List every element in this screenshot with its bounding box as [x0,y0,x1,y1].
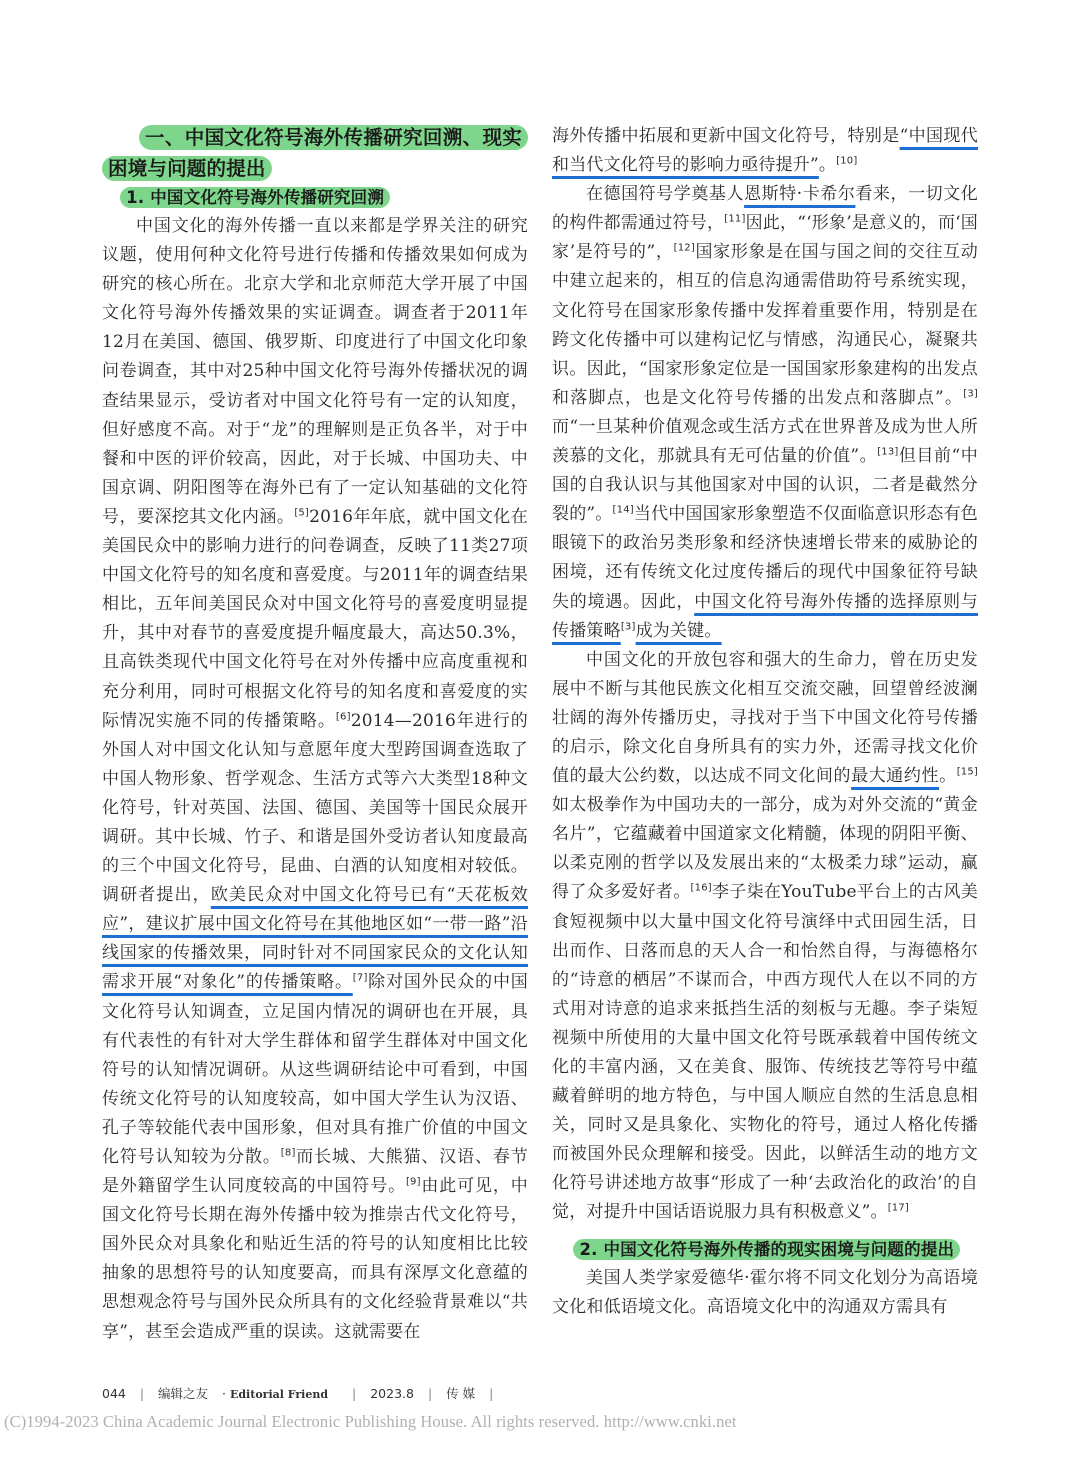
citation: [7] [352,972,368,984]
citation: [6] [335,710,351,722]
paragraph: 美国人类学家爱德华·霍尔将不同文化划分为高语境文化和低语境文化。高语境文化中的沟通双方需具有 [552,1267,978,1317]
divider: | [139,1386,145,1401]
paragraph: 中国文化的开放包容和强大的生命力，曾在历史发展中不断与其他民族文化相互交流交融，回望曾经波澜壮阔的海外传播历史，寻找对于当下中国文化符号传播的启示，除文化自身所具有的实力外，还需寻找文化价值的最大公约数，以达成不同文化间的最大通约性。[15]如太极拳作为中国功夫的一部分，成为对外交流的“黄金名片”，它蕴藏着中国道家文化精髓，体现的阴阳平衡、以柔克刚的哲学以及发展出来的“太极柔力球”运动，赢得了众多爱好者。[16]李子柒在YouTube平台上的古风美食短视频中以大量中国文化符号演绎中式田园生活，日出而作、日落而息的天人合一和怡然自得，与海德格尔的“诗意的栖居”不谋而合，中西方现代人在以不同的方式用对诗意的追求来抵挡生活的刻板与无趣。李子柒短视频中所使用的大量中国文化符号既承载着中国传统文化的丰富内涵，又在美食、服饰、传统技艺等符号中蕴藏着鲜明的地方特色，与中国人顺应自然的生活息息相关，同时又是具象化、实物化的符号，通过人格化传播而被国外民众理解和接受。因此，以鲜活生动的地方文化符号讲述地方故事“形成了一种‘去政治化的政治’的自觉，对提升中国话语说服力具有积极意义”。[17] [552,649,979,1223]
citation: [13] [877,446,899,458]
citation: [16] [690,882,712,894]
divider: | [352,1386,357,1401]
underlined-phrase: 最大通约性 [851,766,940,787]
divider: | [427,1386,433,1401]
section-heading-1: 一、中国文化符号海外传播研究回溯、现实困境与问题的提出 [102,122,528,184]
underlined-phrase: 中国文化符号海外传播的选择原则与传播策略 [552,591,978,641]
divider: | [489,1386,494,1401]
citation: [14] [612,504,634,516]
citation: [10] [836,155,858,167]
paragraph: 海外传播中拓展和更新中国文化符号，特别是“中国现代和当代文化符号的影响力亟待提升”。[10] [552,126,979,176]
left-column [102,122,528,1347]
citation: [3] [963,388,978,400]
citation: [9] [405,1176,421,1188]
citation: [12] [673,242,695,254]
page-number: 044 [102,1386,126,1401]
paragraph: 在德国符号学奠基人恩斯特·卡希尔看来，一切文化的构件都需通过符号，[11]因此，“‘形象’是意义的，而‘国家’是符号的”，[12]国家形象是在国与国之间的交往互动中建立起来的，相互的信息沟通需借助符号系统实现，文化符号在国家形象传播中发挥着重要作用，特别是在跨文化传播中可以建构记忆与情感，沟通民心，凝聚共识。因此，“国家形象定位是一国国家形象建构的出发点和落脚点，也是文化符号传播的出发点和落脚点”。[3]而“一旦某种价值观念或生活方式在世界普及成为世人所羡慕的文化，那就具有无可估量的价值”。[13]但目前“中国的自我认识与其他国家对中国的认识，二者是截然分裂的”。[14]当代中国国家形象塑造不仅面临意识形态有色眼镜下的政治另类形象和经济快速增长带来的威胁论的困境，还有传统文化过度传播后的现代中国象征符号缺失的境遇。因此，中国文化符号海外传播的选择原则与传播策略[3]成为关键。 [552,184,979,641]
citation: [8] [280,1147,296,1159]
citation: [3] [620,620,636,632]
citation: [5] [294,507,310,519]
underlined-name: 恩斯特·卡希尔 [744,184,856,205]
section-name: 传 媒 [446,1386,476,1401]
page-footer [102,1384,503,1402]
citation: [15] [956,766,979,778]
copyright-notice: (C)1994-2023 China Academic Journal Electronic Publishing House. All rights reserved. http://www.cnki.net [4,1412,737,1431]
paragraph: 中国文化的海外传播一直以来都是学界关注的研究议题，使用何种文化符号进行传播和传播效果如何成为研究的核心所在。北京大学和北京师范大学开展了中国文化符号海外传播效果的实证调查。调查者于2011年12月在美国、德国、俄罗斯、印度进行了中国文化印象问卷调查，其中对25种中国文化符号海外传播状况的调查结果显示，受访者对中国文化符号有一定的认知度，但好感度不高。对于“龙”的理解则是正负各半，对于中餐和中医的评价较高，因此，对于长城、中国功夫、中国京调、阴阳图等在海外已有了一定认知基础的文化符号，要深挖其文化内涵。[5]2016年年底，就中国文化在美国民众中的影响力进行的问卷调查，反映了11类27项中国文化符号的知名度和喜爱度。与2011年的调查结果相比，五年间美国民众对中国文化符号的喜爱度明显提升，其中对春节的喜爱度提升幅度最大，高达50.3%，且高铁类现代中国文化符号在对外传播中应高度重视和充分利用，同时可根据文化符号的知名度和喜爱度的实际情况实施不同的传播策略。[6]2014—2016年进行的外国人对中国文化认知与意愿年度大型跨国调查选取了中国人物形象、哲学观念、生活方式等六大类型18种文化符号，针对英国、法国、德国、美国等十国民众展开调研。其中长城、竹子、和谐是国外受访者认知度最高的三个中国文化符号，昆曲、白酒的认知度相对较低。调研者提出，欧美民众对中国文化符号已有“天花板效应”，建议扩展中国文化符号在其他地区如“一带一路”沿线国家的传播效果，同时针对不同国家民众的文化认知需求开展“对象化”的传播策略。[7]除对国外民众的中国文化符号认知调查，立足国内情况的调研也在开展，具有代表性的有针对大学生群体和留学生群体对中国文化符号的认知情况调研。从这些调研结论中可看到，中国传统文化符号的认知度较高，如中国大学生认为汉语、孔子等较能代表中国形象，但对具有推广价值的中国文化符号认知较为分散。[8]而长城、大熊猫、汉语、春节是外籍留学生认同度较高的中国符号。[9]由此可见，中国文化符号长期在海外传播中较为推崇古代文化符号，国外民众对具象化和贴近生活的符号的认知度相比比较抽象的思想符号的认知度要高，而具有深厚文化意蕴的思想观念符号与国外民众所具有的文化经验背景难以“共享”，甚至会造成严重的误读。这就需要在 [102,216,528,1342]
subsection-heading-2: 2. 中国文化符号海外传播的现实困境与问题的提出 [552,1236,978,1264]
issue-number: 2023.8 [370,1386,414,1401]
right-column [552,122,978,1322]
journal-name: 编辑之友 · Editorial Friend [158,1386,329,1401]
citation: [17] [887,1202,910,1214]
citation: [11] [724,213,746,225]
underlined-quote: 欧美民众对中国文化符号已有“天花板效应”，建议扩展中国文化符号在其他地区如“一带一路”沿线国家的传播效果，同时针对不同国家民众的文化认知需求开展“对象化”的传播策略。 [102,885,528,993]
underlined-quote: “中国现代和当代文化符号的影响力亟待提升” [552,126,979,176]
subsection-heading-1: 1. 中国文化符号海外传播研究回溯 [102,184,528,212]
